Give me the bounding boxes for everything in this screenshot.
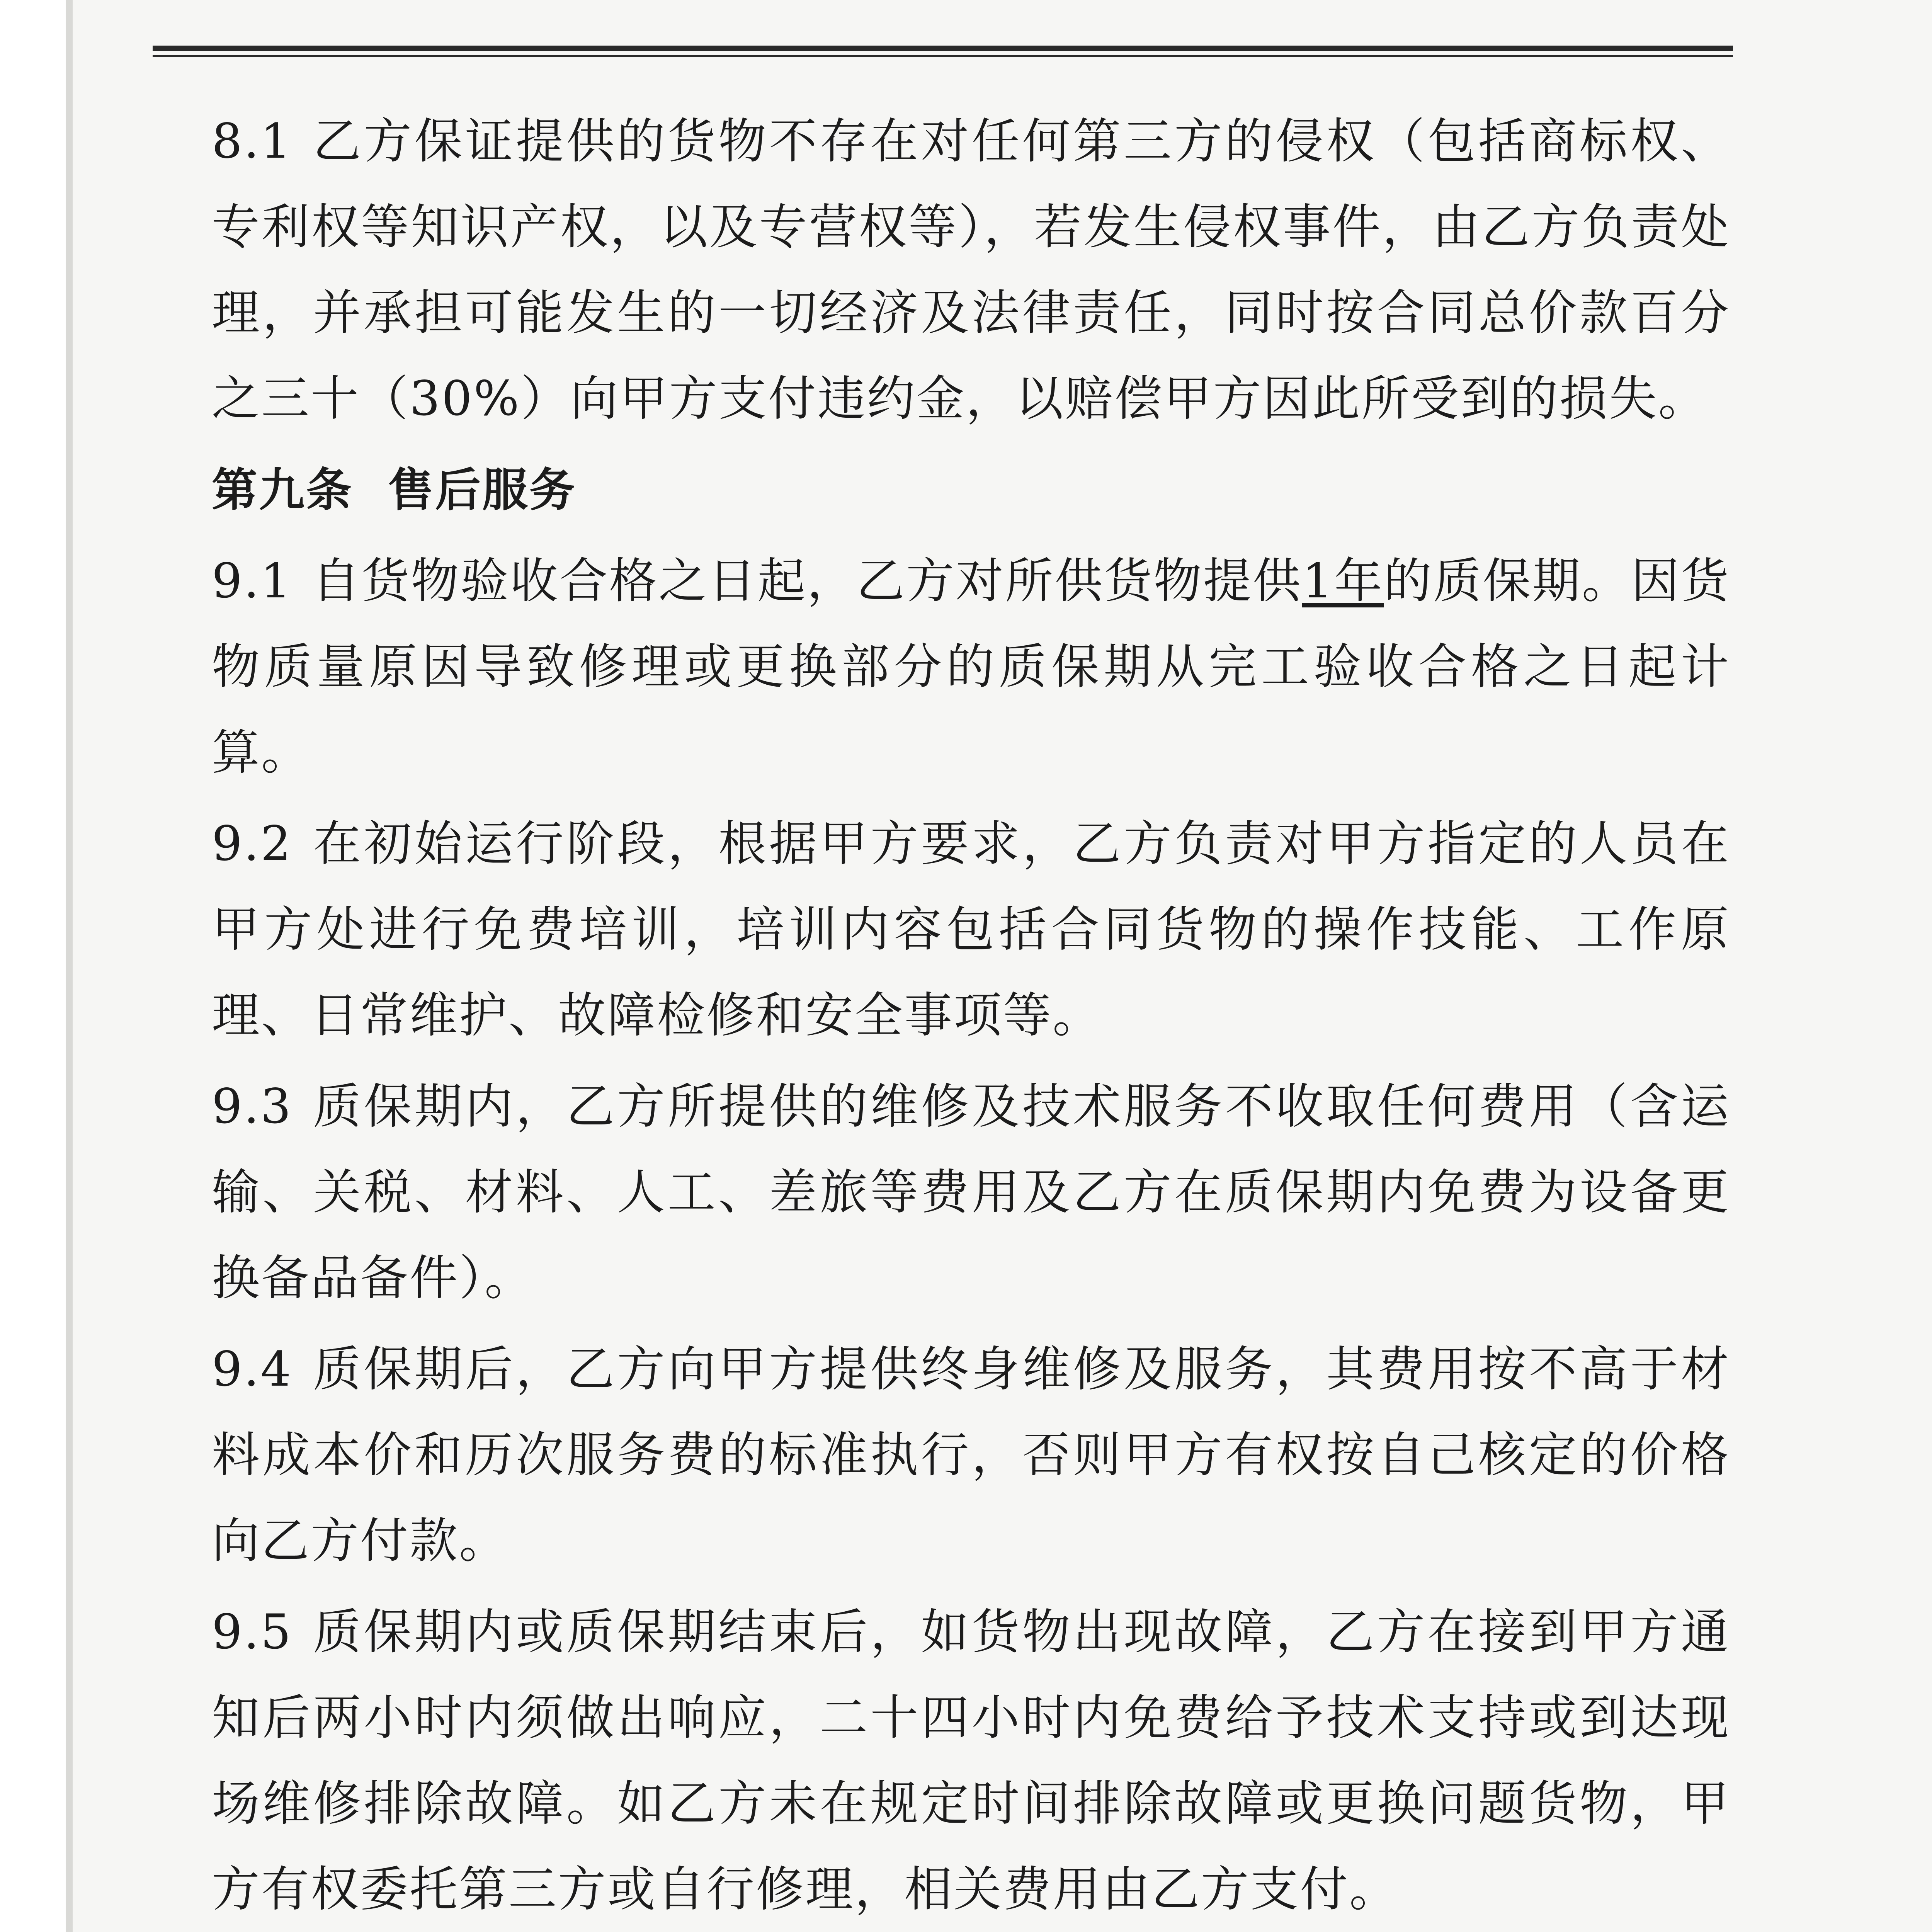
clause-text-part: 自货物验收合格之日起，乙方对所供货物提供 bbox=[312, 553, 1302, 609]
document-body bbox=[212, 99, 1730, 1932]
clause-number: 9.2 bbox=[212, 816, 293, 872]
clause-8-1 bbox=[212, 99, 1730, 442]
clause-text: 质保期后，乙方向甲方提供终身维修及服务，其费用按不高于材料成本价和历次服务费的标准执行，否则甲方有权按自己核定的价格向乙方付款。 bbox=[212, 1342, 1730, 1569]
clause-9-2 bbox=[212, 801, 1730, 1058]
clause-text: 在初始运行阶段，根据甲方要求，乙方负责对甲方指定的人员在甲方处进行免费培训，培训内容包括合同货物的操作技能、工作原理、日常维护、故障检修和安全事项等。 bbox=[212, 816, 1730, 1043]
clause-text: 乙方保证提供的货物不存在对任何第三方的侵权（包括商标权、专利权等知识产权，以及专营权等），若发生侵权事件，由乙方负责处理，并承担可能发生的一切经济及法律责任，同时按合同总价款百分之三十（30%）向甲方支付违约金，以赔偿甲方因此所受到的损失。 bbox=[212, 114, 1730, 427]
clause-9-5 bbox=[212, 1589, 1730, 1932]
clause-text-part: 的质保期。因货物质量原因导致修理或更换部分的质保期从完工验收合格之日起计算。 bbox=[212, 553, 1730, 781]
clause-9-1 bbox=[212, 538, 1730, 796]
clause-number: 9.1 bbox=[212, 553, 293, 609]
section-title: 售后服务 bbox=[388, 463, 577, 517]
header-rule bbox=[153, 46, 1733, 51]
header-rule-thin bbox=[153, 55, 1733, 57]
clause-9-4 bbox=[212, 1327, 1730, 1584]
warranty-period: 1年 bbox=[1302, 553, 1384, 609]
section-9-heading bbox=[212, 447, 1730, 533]
section-number: 第九条 bbox=[212, 463, 354, 517]
clause-number: 9.3 bbox=[212, 1079, 293, 1134]
clause-9-3 bbox=[212, 1064, 1730, 1321]
clause-number: 9.5 bbox=[212, 1604, 293, 1660]
clause-text: 质保期内或质保期结束后，如货物出现故障，乙方在接到甲方通知后两小时内须做出响应，二十四小时内免费给予技术支持或到达现场维修排除故障。如乙方未在规定时间排除故障或更换问题货物，甲方有权委托第三方或自行修理，相关费用由乙方支付。 bbox=[212, 1604, 1730, 1917]
clause-text: 质保期内，乙方所提供的维修及技术服务不收取任何费用（含运输、关税、材料、人工、差旅等费用及乙方在质保期内免费为设备更换备品备件）。 bbox=[212, 1079, 1730, 1306]
clause-number: 9.4 bbox=[212, 1342, 293, 1397]
clause-number: 8.1 bbox=[212, 114, 293, 169]
